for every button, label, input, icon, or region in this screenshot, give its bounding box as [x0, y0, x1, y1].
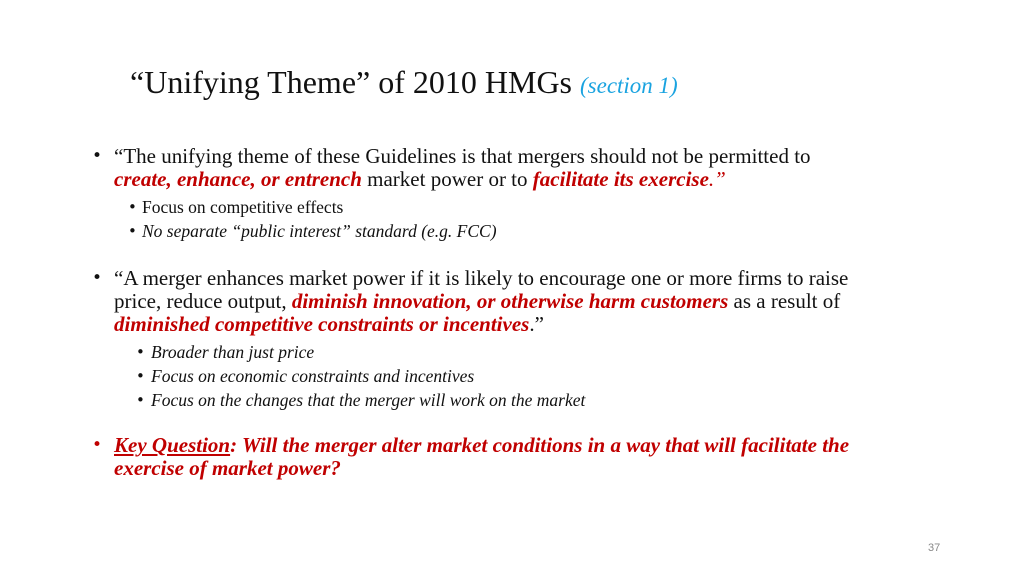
bullet-text: “A merger enhances market power if it is likely to encourage one or more firms to raise price, reduce output, [114, 266, 849, 313]
key-question-text: : Will the merger alter market conditions in a way that will facilitate the exercise of market power? [114, 433, 850, 480]
sub-list-unifying-theme [90, 195, 850, 243]
sub-item-public-interest [90, 219, 850, 243]
sub-bullet-marker: • [128, 222, 137, 240]
bullet-market-power [90, 267, 850, 336]
bullet-unifying-theme [90, 145, 850, 191]
emphasis-text: diminish innovation, or otherwise harm customers [291, 289, 729, 313]
emphasis-text: facilitate its exercise [532, 167, 709, 191]
bullet-key-question [90, 434, 850, 480]
bullet-text: .” [529, 312, 544, 336]
sub-item-economic-constraints [90, 364, 850, 388]
sub-bullet-marker: • [128, 198, 137, 216]
sub-bullet-marker: • [136, 391, 145, 409]
bullet-text: .” [708, 167, 726, 191]
bullet-text: market power or to [361, 167, 533, 191]
title-section-label: (section 1) [580, 73, 678, 98]
bullet-text: as a result of [728, 289, 841, 313]
slide-title [130, 62, 678, 106]
sub-list-market-power [90, 340, 850, 412]
title-main: “Unifying Theme” of 2010 HMGs [130, 64, 572, 100]
sub-bullet-marker: • [136, 367, 145, 385]
sub-item-competitive-effects [90, 195, 850, 219]
bullet-marker: • [92, 435, 103, 455]
sub-item-merger-changes [90, 388, 850, 412]
sub-item-text: No separate “public interest” standard (e.g. FCC) [142, 221, 497, 241]
page-number: 37 [928, 542, 941, 554]
sub-item-text: Broader than just price [151, 342, 315, 362]
bullet-marker: • [92, 146, 103, 166]
sub-item-text: Focus on economic constraints and incentives [151, 366, 475, 386]
bullet-marker: • [92, 268, 103, 288]
emphasis-text: diminished competitive constraints or incentives [114, 312, 530, 336]
sub-bullet-marker: • [136, 343, 145, 361]
sub-item-text: Focus on competitive effects [142, 197, 344, 217]
emphasis-text: create, enhance, or entrench [114, 167, 362, 191]
bullet-text: “The unifying theme of these Guidelines is that mergers should not be permitted to [114, 144, 811, 168]
slide-body [90, 145, 850, 480]
key-question-label: Key Question [114, 433, 231, 457]
sub-item-text: Focus on the changes that the merger will work on the market [151, 390, 586, 410]
sub-item-broader-than-price [90, 340, 850, 364]
